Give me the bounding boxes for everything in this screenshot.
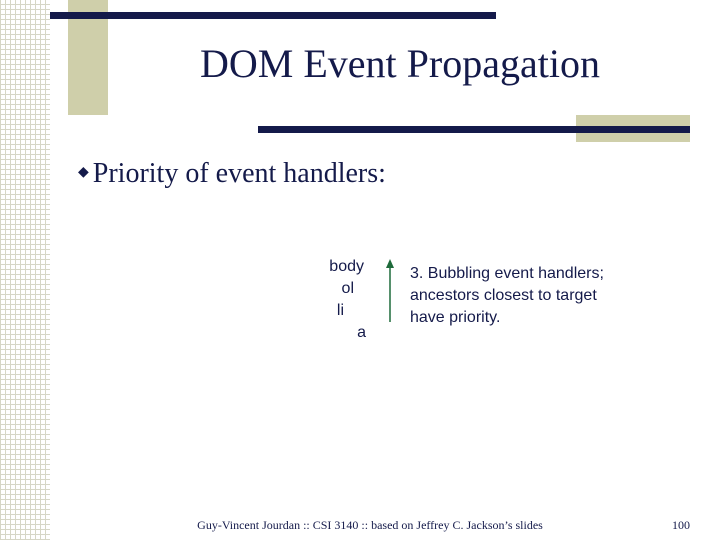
bullet-text: Priority of event handlers:: [92, 158, 386, 189]
hierarchy-item-ol: ol: [341, 280, 354, 297]
footer-credit: Guy-Vincent Jourdan :: CSI 3140 :: based on Jeffrey C. Jackson’s slides: [197, 518, 543, 532]
top-accent-line: [50, 12, 496, 19]
bottom-accent-line: [258, 126, 690, 133]
diamond-bullet-icon: ◆: [78, 165, 89, 180]
bullet-item: [78, 158, 386, 190]
up-arrow-icon: [382, 258, 398, 324]
bubbling-description: 3. Bubbling event handlers; ancestors closest to target have priority.: [410, 265, 604, 326]
hierarchy-item-li: li: [336, 302, 344, 319]
hierarchy-item-a: a: [357, 324, 366, 341]
dom-hierarchy-list: [300, 256, 368, 344]
left-checkered-strip: [0, 0, 50, 540]
page-number: 100: [672, 518, 690, 532]
slide-title: DOM Event Propagation: [200, 41, 600, 86]
hierarchy-item-body: body: [329, 258, 364, 275]
